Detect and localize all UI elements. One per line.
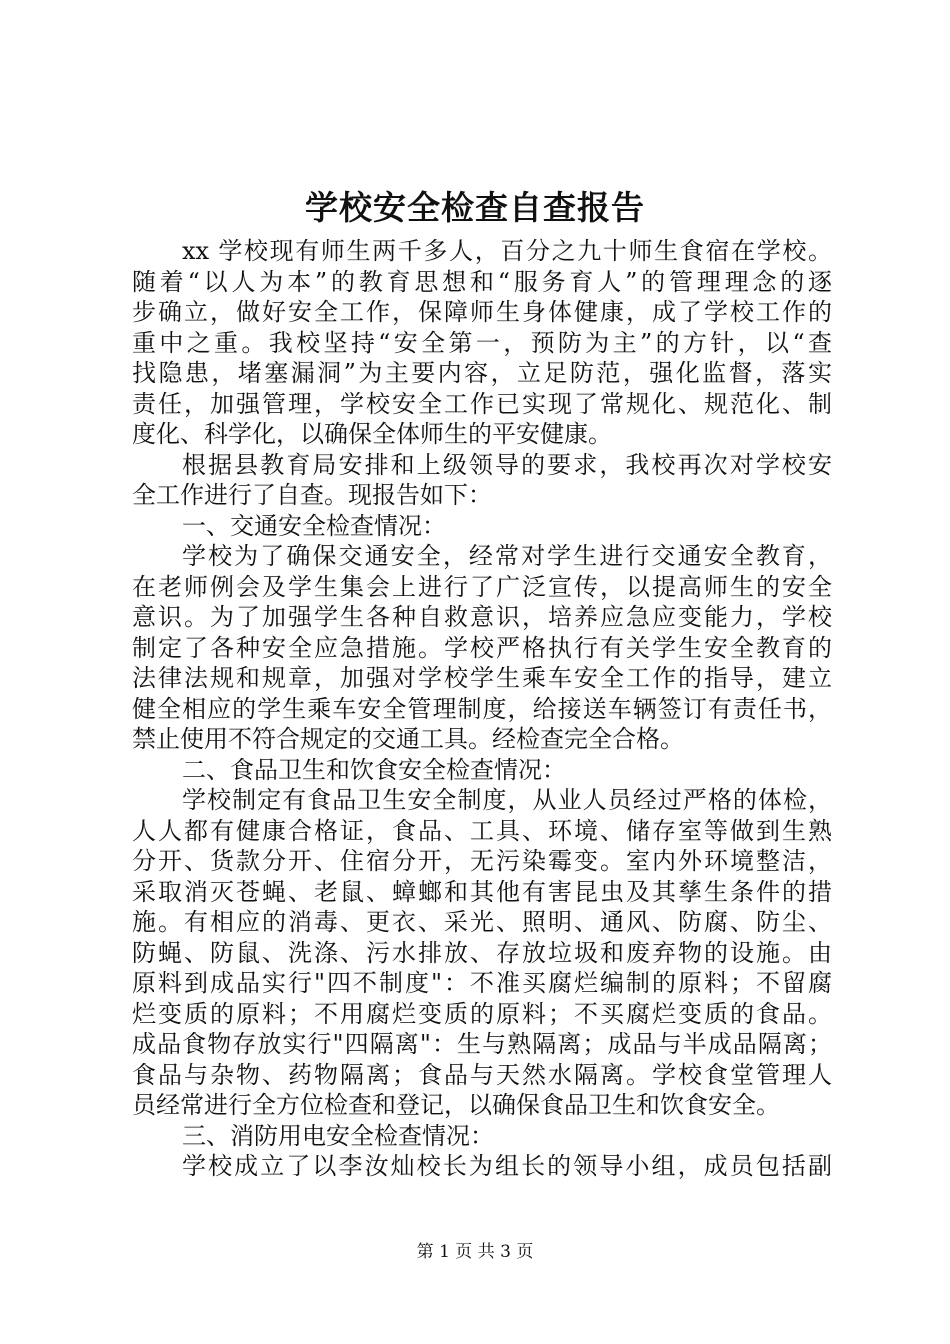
text-line: 步确立，做好安全工作，保障师生身体健康，成了学校工作的 [132,298,832,326]
text-line: 人人都有健康合格证，食品、工具、环境、储存室等做到生熟 [132,816,832,845]
text-line: 禁止使用不符合规定的交通工具。经检查完全合格。 [132,725,684,753]
text-line: 根据县教育局安排和上级领导的要求，我校再次对学校安 [182,450,832,479]
text-line: 学校制定有食品卫生安全制度，从业人员经过严格的体检， [182,786,832,814]
document-title: 学校安全检查自查报告 [305,188,645,227]
text-line: 法律法规和规章，加强对学校学生乘车安全工作的指导，建立 [132,664,832,692]
text-line: 原料到成品实行"四不制度"：不准买腐烂编制的原料；不留腐 [132,969,832,997]
text-line: 找隐患，堵塞漏洞”为主要内容，立足防范，强化监督，落实 [132,359,832,387]
text-line: 防蝇、防鼠、洗涤、污水排放、存放垃圾和废弃物的设施。由 [132,938,832,967]
text-line: 健全相应的学生乘车安全管理制度，给接送车辆签订有责任书， [132,694,832,723]
text-line: 施。有相应的消毒、更衣、采光、照明、通风、防腐、防尘、 [132,908,832,936]
text-line: 员经常进行全方位检查和登记，以确保食品卫生和饮食安全。 [132,1091,780,1119]
text-line: 重中之重。我校坚持“安全第一，预防为主”的方针，以“查 [132,328,832,357]
page-footer: 第 1 页 共 3 页 [416,1242,534,1262]
text-line: 学校成立了以李汝灿校长为组长的领导小组，成员包括副 [182,1152,832,1180]
text-line: 一、交通安全检查情况： [182,511,446,540]
text-line: 采取消灭苍蝇、老鼠、蟑螂和其他有害昆虫及其孳生条件的措 [132,877,832,906]
text-line: 三、消防用电安全检查情况： [182,1121,494,1150]
text-line: 成品食物存放实行"四隔离"：生与熟隔离；成品与半成品隔离； [132,1030,832,1058]
text-line: 意识。为了加强学生各种自救意识，培养应急应变能力，学校 [132,603,832,631]
text-line: 食品与杂物、药物隔离；食品与天然水隔离。学校食堂管理人 [132,1060,832,1089]
text-line: 烂变质的原料；不用腐烂变质的原料；不买腐烂变质的食品。 [132,999,832,1028]
text-line: 度化、科学化，以确保全体师生的平安健康。 [132,420,612,448]
text-line: 制定了各种安全应急措施。学校严格执行有关学生安全教育的 [132,633,832,662]
text-line: 全工作进行了自查。现报告如下： [132,481,492,509]
document-body [132,236,832,1182]
text-line: 学校为了确保交通安全，经常对学生进行交通安全教育， [182,542,832,570]
text-line: 分开、货款分开、住宿分开，无污染霉变。室内外环境整洁， [132,847,832,875]
text-line: xx 学校现有师生两千多人，百分之九十师生食宿在学校。 [182,237,832,265]
text-line: 在老师例会及学生集会上进行了广泛宣传，以提高师生的安全 [132,572,832,601]
text-line: 随着“以人为本”的教育思想和“服务育人”的管理理念的逐 [132,267,832,296]
text-line: 责任，加强管理，学校安全工作已实现了常规化、规范化、制 [132,389,832,418]
text-line: 二、食品卫生和饮食安全检查情况： [182,755,566,784]
